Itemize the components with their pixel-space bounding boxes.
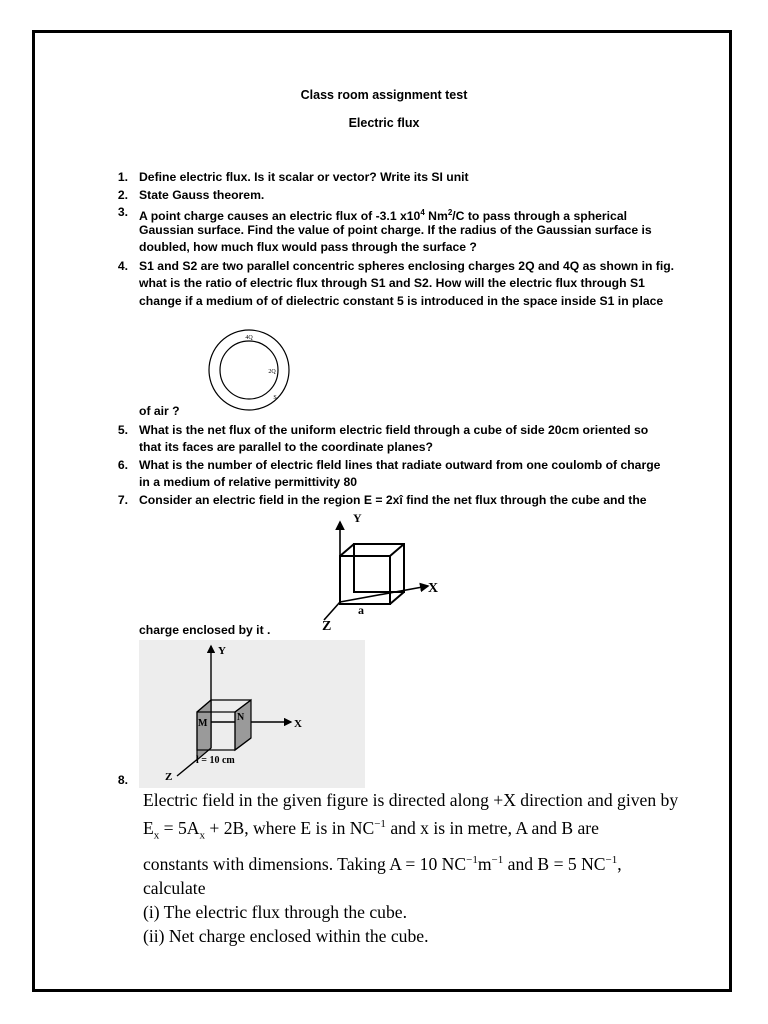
- question-number: 8.: [117, 773, 128, 787]
- question-number: 2.: [117, 188, 128, 202]
- cube-figure-2: [139, 640, 365, 788]
- question-number: 6.: [117, 458, 128, 472]
- page-subtitle: Electric flux: [348, 116, 420, 130]
- label-4q: 4Q: [245, 335, 253, 341]
- label-y: Y: [218, 645, 226, 657]
- question-3-line-1: A point charge causes an electric flux of -3.1 $x10^4$ Nm$^2$/C to pass through a spherical: [139, 208, 627, 224]
- question-3-line-3: doubled, how much flux would pass through the surface ?: [139, 240, 477, 254]
- label-z: Z: [165, 771, 173, 783]
- page-title: Class room assignment test: [300, 88, 468, 102]
- label-x: X: [294, 718, 302, 730]
- cube-figure-1: [318, 512, 443, 632]
- question-7-line-1: Consider an electric field in the region E = 2xî find the net flux through the cube and the: [139, 493, 647, 507]
- question-8-text: [143, 788, 763, 948]
- question-2-text: State Gauss theorem.: [139, 188, 265, 202]
- question-5-line-1: What is the net flux of the uniform electric field through a cube of side 20cm oriented so: [139, 423, 649, 437]
- label-a: a: [358, 603, 364, 617]
- q8-line-1: Electric field in the given figure is directed along +X direction and given by: [143, 790, 679, 810]
- label-z: Z: [322, 619, 332, 632]
- question-3-line-2: Gaussian surface. Find the value of point charge. If the radius of the Gaussian surface is: [139, 223, 652, 237]
- q8-line-5: (i) The electric flux through the cube.: [143, 902, 407, 923]
- outer-sphere-s2: [209, 330, 289, 410]
- q8-line-4: calculate: [143, 877, 206, 898]
- question-6-line-1: What is the number of electric fleld lines that radiate outward from one coulomb of charge: [139, 458, 661, 472]
- question-number: 4.: [117, 259, 128, 273]
- q8-line-2: $E_x = 5A_x + 2B$, where E is in $NC^{-1}$ and x is in metre, A and B are: [143, 818, 599, 842]
- question-1-text: Define electric flux. Is it scalar or vector? Write its SI unit: [139, 170, 469, 184]
- question-5-line-2: that its faces are parallel to the coordinate planes?: [139, 440, 433, 454]
- question-7-line-2: charge enclosed by it .: [139, 623, 271, 637]
- q8-line-3: constants with dimensions. Taking A = 10 $NC^{-1}m^{-1}$ and B = 5 $NC^{-1}$,: [143, 853, 622, 874]
- question-4-line-1: S1 and S2 are two parallel concentric spheres enclosing charges 2Q and 4Q as shown in fig.: [139, 259, 675, 273]
- question-4-line-3: change if a medium of of dielectric constant 5 is introduced in the space inside S1 in place: [139, 294, 664, 308]
- question-number: 3.: [117, 205, 128, 219]
- label-m: M: [198, 718, 208, 729]
- question-number: 1.: [117, 170, 128, 184]
- question-number: 5.: [117, 423, 128, 437]
- z-axis: [324, 602, 340, 620]
- label-x: X: [428, 581, 439, 596]
- label-side: l = 10 cm: [196, 755, 235, 766]
- q8-line-6: (ii) Net charge enclosed within the cube.: [143, 926, 429, 947]
- question-6-line-2: in a medium of relative permittivity 80: [139, 475, 358, 489]
- label-2q: 2Q: [268, 369, 276, 375]
- label-y: Y: [353, 512, 362, 525]
- concentric-spheres-figure: [205, 326, 295, 414]
- question-4-line-4: of air ?: [139, 404, 180, 418]
- question-number: 7.: [117, 493, 128, 507]
- question-4-line-2: what is the ratio of electric flux through S1 and S2. How will the electric flux through S1: [139, 276, 645, 290]
- label-n: N: [237, 712, 245, 723]
- label-s: S: [273, 395, 277, 401]
